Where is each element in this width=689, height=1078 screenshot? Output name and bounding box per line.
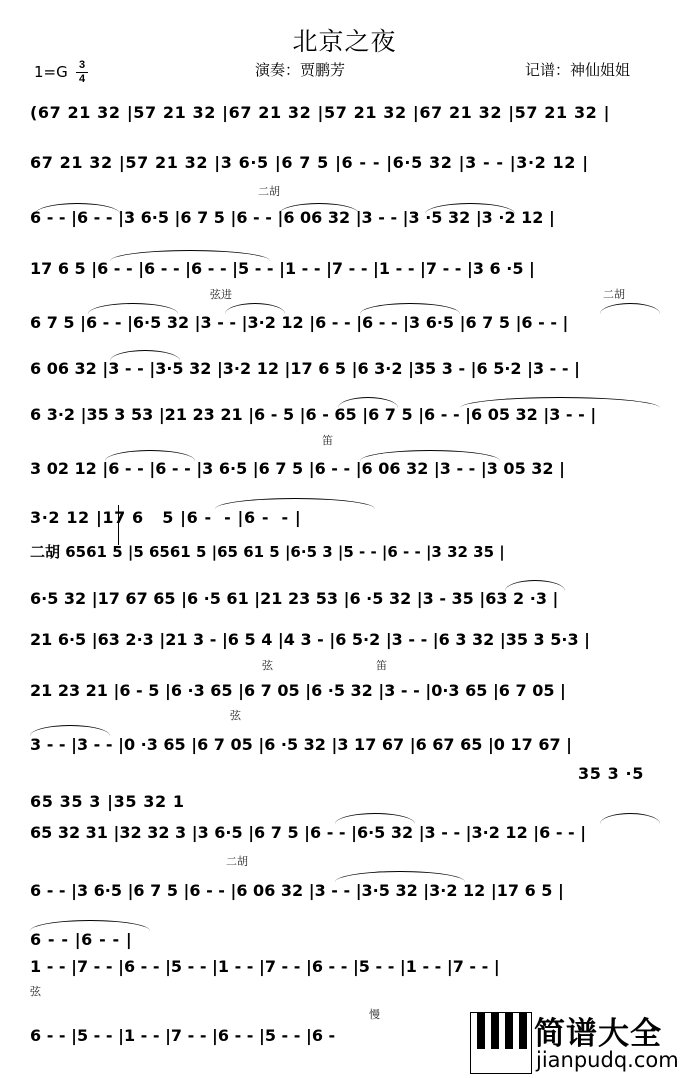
notation-line: 1 - - |7 - - |6 - - |5 - - |1 - - |7 - - |6 - - |5 - - |1 - - |7 - - | bbox=[30, 957, 500, 976]
time-signature bbox=[76, 60, 88, 85]
notation-line: 65 35 3 |35 32 1 bbox=[30, 792, 185, 811]
notation-line: 6 06 32 |3 - - |3·5 32 |3·2 12 |17 6 5 |6 3·2 |35 3 - |6 5·2 |3 - - | bbox=[30, 359, 580, 378]
transcriber-credit: 记谱：神仙姐姐 bbox=[525, 61, 631, 79]
time-signature-top: 3 bbox=[78, 59, 86, 71]
notation-line: 67 21 32 |57 21 32 |3 6·5 |6 7 5 |6 - - |6·5 32 |3 - - |3·2 12 | bbox=[30, 153, 589, 172]
tie-arc bbox=[110, 250, 270, 261]
tie-arc bbox=[600, 303, 660, 314]
notation-line: 6 - - |6 - - | bbox=[30, 930, 133, 949]
tie-arc bbox=[460, 397, 660, 408]
instrument-label: 笛 bbox=[376, 659, 387, 672]
tie-arc bbox=[335, 871, 465, 882]
key-signature: 1=G bbox=[34, 63, 68, 81]
tie-arc bbox=[279, 203, 359, 214]
notation-line: 65 32 31 |32 32 3 |3 6·5 |6 7 5 |6 - - |6·5 32 |3 - - |3·2 12 |6 - - | bbox=[30, 823, 587, 842]
tie-arc bbox=[600, 813, 660, 824]
notation-line: 6 - - |5 - - |1 - - |7 - - |6 - - |5 - - |6 - bbox=[30, 1026, 336, 1045]
notation-line: 3 - - |3 - - |0 ·3 65 |6 7 05 |6 ·5 32 |3 17 67 |6 67 65 |0 17 67 | bbox=[30, 735, 573, 754]
tie-arc bbox=[35, 203, 120, 214]
performer-credit: 演奏：贾鹏芳 bbox=[255, 61, 346, 79]
tie-arc bbox=[505, 580, 565, 591]
notation-line: 21 23 21 |6 - 5 |6 ·3 65 |6 7 05 |6 ·5 32 |3 - - |0·3 65 |6 7 05 | bbox=[30, 681, 566, 700]
time-signature-bottom: 4 bbox=[78, 73, 86, 85]
notation-line: 6 3·2 |35 3 53 |21 23 21 |6 - 5 |6 - 65 |6 7 5 |6 - - |6 05 32 |3 - - | bbox=[30, 405, 597, 424]
notation-line: 3·2 12 |17 6 5 |6 - - |6 - - | bbox=[30, 508, 302, 527]
notation-line: 6 - - |6 - - |3 6·5 |6 7 5 |6 - - |6 06 32 |3 - - |3 ·5 32 |3 ·2 12 | bbox=[30, 208, 555, 227]
tie-arc bbox=[30, 920, 150, 931]
tie-arc bbox=[225, 303, 285, 314]
tie-arc bbox=[88, 303, 178, 314]
watermark-logo bbox=[470, 1008, 689, 1078]
notation-line: 6 7 5 |6 - - |6·5 32 |3 - - |3·2 12 |6 - - |6 - - |3 6·5 |6 7 5 |6 - - | bbox=[30, 313, 569, 332]
instrument-label: 二胡 bbox=[258, 185, 280, 198]
notation-line: 6·5 32 |17 67 65 |6 ·5 61 |21 23 53 |6 ·5 32 |3 - 35 |63 2 ·3 | bbox=[30, 589, 559, 608]
notation-line: (67 21 32 |57 21 32 |67 21 32 |57 21 32 |67 21 32 |57 21 32 | bbox=[30, 103, 611, 122]
instrument-label: 弦 bbox=[230, 709, 241, 722]
piano-keys-icon bbox=[470, 1012, 532, 1074]
tie-arc bbox=[105, 450, 195, 461]
watermark-brand: 简谱大全 bbox=[534, 1016, 662, 1052]
notation-line: 35 3 ·5 bbox=[578, 764, 644, 783]
instrument-label: 弦 bbox=[262, 659, 273, 672]
tie-arc bbox=[110, 350, 180, 361]
tie-arc bbox=[215, 498, 375, 509]
system-divider bbox=[118, 505, 121, 545]
instrument-label: 二胡 bbox=[226, 855, 248, 868]
instrument-label: 二胡 bbox=[603, 288, 625, 301]
tempo-label: 慢 bbox=[369, 1008, 380, 1021]
tie-arc bbox=[360, 450, 500, 461]
instrument-label: 弦 bbox=[30, 985, 41, 998]
sheet-title: 北京之夜 bbox=[292, 27, 397, 56]
notation-line: 6 - - |3 6·5 |6 7 5 |6 - - |6 06 32 |3 - - |3·5 32 |3·2 12 |17 6 5 | bbox=[30, 881, 564, 900]
notation-line: 3 02 12 |6 - - |6 - - |3 6·5 |6 7 5 |6 - - |6 06 32 |3 - - |3 05 32 | bbox=[30, 459, 565, 478]
instrument-label: 笛 bbox=[322, 434, 333, 447]
tie-arc bbox=[425, 203, 515, 214]
tie-arc bbox=[335, 813, 415, 824]
instrument-label: 弦进 bbox=[210, 288, 232, 301]
tie-arc bbox=[30, 725, 110, 736]
tie-arc bbox=[338, 397, 398, 408]
watermark-site: jianpudq.com bbox=[536, 1048, 679, 1072]
notation-line: 二胡 6561 5 |5 6561 5 |65 61 5 |6·5 3 |5 - - |6 - - |3 32 35 | bbox=[30, 543, 505, 561]
notation-line: 17 6 5 |6 - - |6 - - |6 - - |5 - - |1 - - |7 - - |1 - - |7 - - |3 6 ·5 | bbox=[30, 259, 535, 278]
notation-line: 21 6·5 |63 2·3 |21 3 - |6 5 4 |4 3 - |6 5·2 |3 - - |6 3 32 |35 3 5·3 | bbox=[30, 630, 591, 649]
tie-arc bbox=[360, 303, 460, 314]
